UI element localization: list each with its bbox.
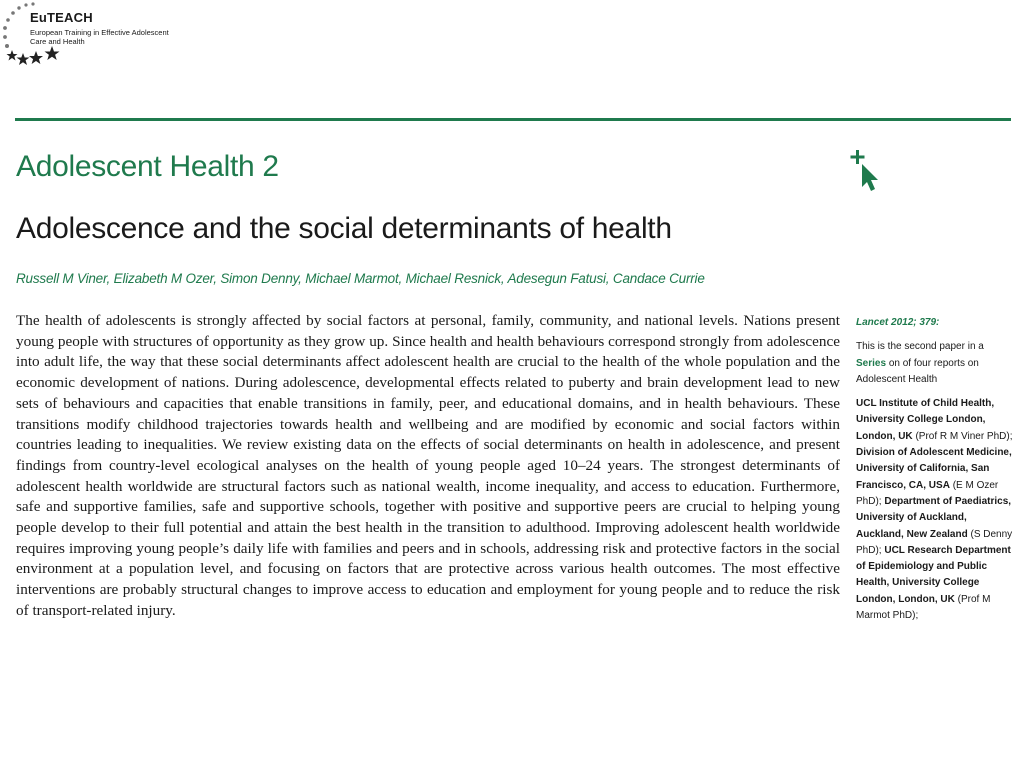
citation[interactable] bbox=[856, 315, 1016, 331]
affiliation-institution: UCL Institute of Child Health, University College London, London, UK bbox=[856, 398, 995, 442]
series-note-prefix: This is the second paper in a bbox=[856, 341, 984, 353]
affiliations bbox=[856, 396, 1016, 624]
series-note-suffix: on of four reports on Adolescent Health bbox=[856, 357, 979, 385]
affiliation-person: (E M Ozer PhD); bbox=[856, 479, 999, 507]
series-link[interactable]: Series bbox=[856, 357, 887, 369]
logo-subtitle: European Training in Effective Adolescent Care and Health bbox=[30, 28, 169, 46]
author-list: Russell M Viner, Elizabeth M Ozer, Simon Denny, Michael Marmot, Michael Resnick, Adesegun Fatusi, Candace Currie bbox=[16, 271, 705, 286]
series-title: Adolescent Health 2 bbox=[16, 150, 279, 183]
series-note bbox=[856, 339, 1016, 388]
affiliation-institution: Division of Adolescent Medicine, University of California, San Francisco, CA, USA bbox=[856, 447, 1012, 491]
affiliation-institution: Department of Paediatrics, University of Auckland, Auckland, New Zealand bbox=[856, 495, 1012, 540]
move-cursor-icon bbox=[848, 150, 880, 192]
affiliation-person: (Prof R M Viner PhD); bbox=[915, 430, 1013, 442]
logo-name: EuTEACH bbox=[30, 10, 93, 25]
abstract-text: The health of adolescents is strongly affected by social factors at personal, family, community, and national levels. Nations present young people with structures of opportunity as they grow up. Since health and health behaviours correspond strongly from adolescence into adult life, the way that these social determinants affect adolescent health are crucial to the health of the whole population and the economic development of nations. During adolescence, developmental effects related to puberty and brain development lead to new sets of behaviours and capacities that enable transitions in family, peer, and educational domains, and in health behaviours. These transitions modify childhood trajectories towards health and wellbeing and are modified by economic and social factors within countries leading to inequalities. We review existing data on the effects of social determinants on health in adolescence, and present findings from country-level ecological analyses on the health of young people aged 10–24 years. The strongest determinants of adolescent health worldwide are structural factors such as national wealth, income inequality, and access to education. Furthermore, safe and supportive families, safe and supportive schools, together with positive and supportive peers are crucial to helping young people develop to their full potential and attain the best health in the transition to adulthood. Improving adolescent health worldwide requires improving young people’s daily life with families and peers and in schools, addressing risk and protective factors in the social environment at a population level, and focusing on factors that are protective across various health outcomes. The most effective interventions are probably structural changes to improve access to education and employment for young people and to reduce the risk of transport-related injury. bbox=[16, 312, 840, 619]
sidebar bbox=[856, 315, 1016, 624]
journal-volume: 379: bbox=[919, 317, 940, 328]
abstract-region bbox=[16, 311, 840, 651]
affiliation-institution: UCL Research Department of Epidemiology and Public Health, University College London, London, UK bbox=[856, 544, 1011, 605]
affiliation-person: (Prof M Marmot PhD); bbox=[856, 593, 991, 622]
paper-title: Adolescence and the social determinants of health bbox=[16, 212, 672, 245]
euteach-logo bbox=[0, 0, 170, 72]
journal-name: Lancet bbox=[856, 317, 889, 328]
header-rule bbox=[15, 118, 1011, 121]
journal-year: 2012; bbox=[891, 317, 917, 328]
affiliation-person: (S Denny PhD); bbox=[856, 528, 1013, 556]
